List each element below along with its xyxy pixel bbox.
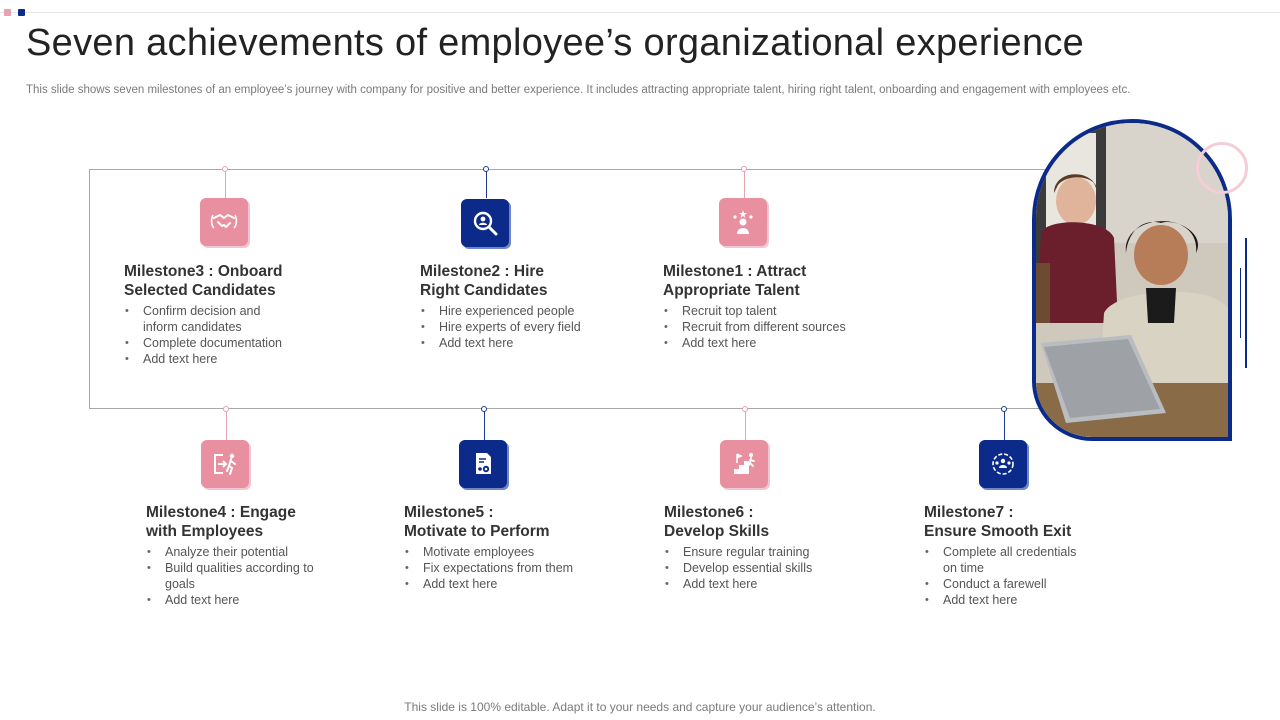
connector-knob [1001, 406, 1007, 412]
star-person-icon [728, 207, 758, 237]
connector-knob [223, 406, 229, 412]
connector-knob [741, 166, 747, 172]
team-circle-icon [988, 449, 1018, 479]
list-item: • Ensure regular training [664, 544, 884, 560]
footer-note: This slide is 100% editable. Adapt it to your needs and capture your audience’s attention. [404, 700, 876, 714]
list-item: • Conduct a farewell [924, 576, 1124, 592]
list-item: • Develop essential skills [664, 560, 884, 576]
connector-milestone5 [484, 410, 485, 440]
list-item: • Add text here [664, 576, 884, 592]
connector-knob [742, 406, 748, 412]
milestone3-block [124, 262, 324, 367]
connector-milestone4 [226, 410, 227, 440]
milestone5-list [404, 544, 624, 592]
handshake-icon [209, 207, 239, 237]
milestone1-title: Milestone1 : Attract Appropriate Talent [663, 263, 807, 299]
decorative-ring [1196, 142, 1248, 194]
milestone7-block [924, 503, 1124, 608]
milestone6-block [664, 503, 884, 592]
connector-milestone1 [744, 171, 745, 198]
milestone4-icon-box [201, 440, 249, 488]
list-item: • Build qualities according to goals [146, 560, 315, 592]
connector-knob [483, 166, 489, 172]
list-item: • Fix expectations from them [404, 560, 624, 576]
connector-milestone6 [745, 410, 746, 440]
decorative-line [1245, 238, 1247, 368]
milestone4-list [146, 544, 346, 608]
pink-marker [4, 9, 11, 16]
list-item: • Recruit from different sources [663, 319, 903, 335]
list-item: • Complete all credentials on time [924, 544, 1093, 576]
list-item: • Hire experts of every field [420, 319, 640, 335]
milestone6-title: Milestone6 : Develop Skills [664, 504, 770, 540]
milestone2-block [420, 262, 640, 351]
milestone3-title: Milestone3 : Onboard Selected Candidates [124, 263, 283, 299]
list-item: • Complete documentation [124, 335, 324, 351]
top-divider [0, 12, 1280, 13]
milestone1-icon-box [719, 198, 767, 246]
connector-milestone3 [225, 171, 226, 198]
milestone7-title: Milestone7 : Ensure Smooth Exit [924, 504, 1072, 540]
milestone7-icon-box [979, 440, 1027, 488]
connector-knob [222, 166, 228, 172]
list-item: • Add text here [404, 576, 624, 592]
milestone5-icon-box [459, 440, 507, 488]
list-item: • Add text here [420, 335, 640, 351]
milestone5-block [404, 503, 624, 592]
navy-marker [18, 9, 25, 16]
connector-milestone7 [1004, 410, 1005, 440]
magnifier-person-icon [470, 208, 500, 238]
milestone4-block [146, 503, 346, 608]
list-item: • Confirm decision and inform candidates [124, 303, 293, 335]
page-title: Seven achievements of employee’s organizational experience [26, 22, 1085, 64]
milestone2-list [420, 303, 640, 351]
list-item: • Hire experienced people [420, 303, 640, 319]
document-gear-icon [468, 449, 498, 479]
list-item: • Analyze their potential [146, 544, 346, 560]
list-item: • Add text here [924, 592, 1124, 608]
connector-milestone2 [486, 171, 487, 198]
milestone2-icon-box [461, 199, 509, 247]
milestone5-title: Milestone5 : Motivate to Perform [404, 504, 550, 540]
list-item: • Add text here [146, 592, 346, 608]
exit-door-person-icon [210, 449, 240, 479]
milestone6-list [664, 544, 884, 592]
milestone1-list [663, 303, 903, 351]
list-item: • Recruit top talent [663, 303, 903, 319]
milestone3-list [124, 303, 324, 367]
milestone3-icon-box [200, 198, 248, 246]
page-subtitle: This slide shows seven milestones of an employee’s journey with company for positive and better experience. It includes attracting appropriate talent, hiring right talent, onboarding and engagement with employees etc. [26, 84, 1131, 96]
milestone4-title: Milestone4 : Engage with Employees [146, 504, 296, 540]
milestone7-list [924, 544, 1124, 608]
milestone1-block [663, 262, 903, 351]
milestone6-icon-box [720, 440, 768, 488]
list-item: • Add text here [663, 335, 903, 351]
list-item: • Add text here [124, 351, 324, 367]
list-item: • Motivate employees [404, 544, 624, 560]
growth-stairs-icon [729, 449, 759, 479]
milestone2-title: Milestone2 : Hire Right Candidates [420, 263, 548, 299]
decorative-line [1240, 268, 1241, 338]
connector-knob [481, 406, 487, 412]
